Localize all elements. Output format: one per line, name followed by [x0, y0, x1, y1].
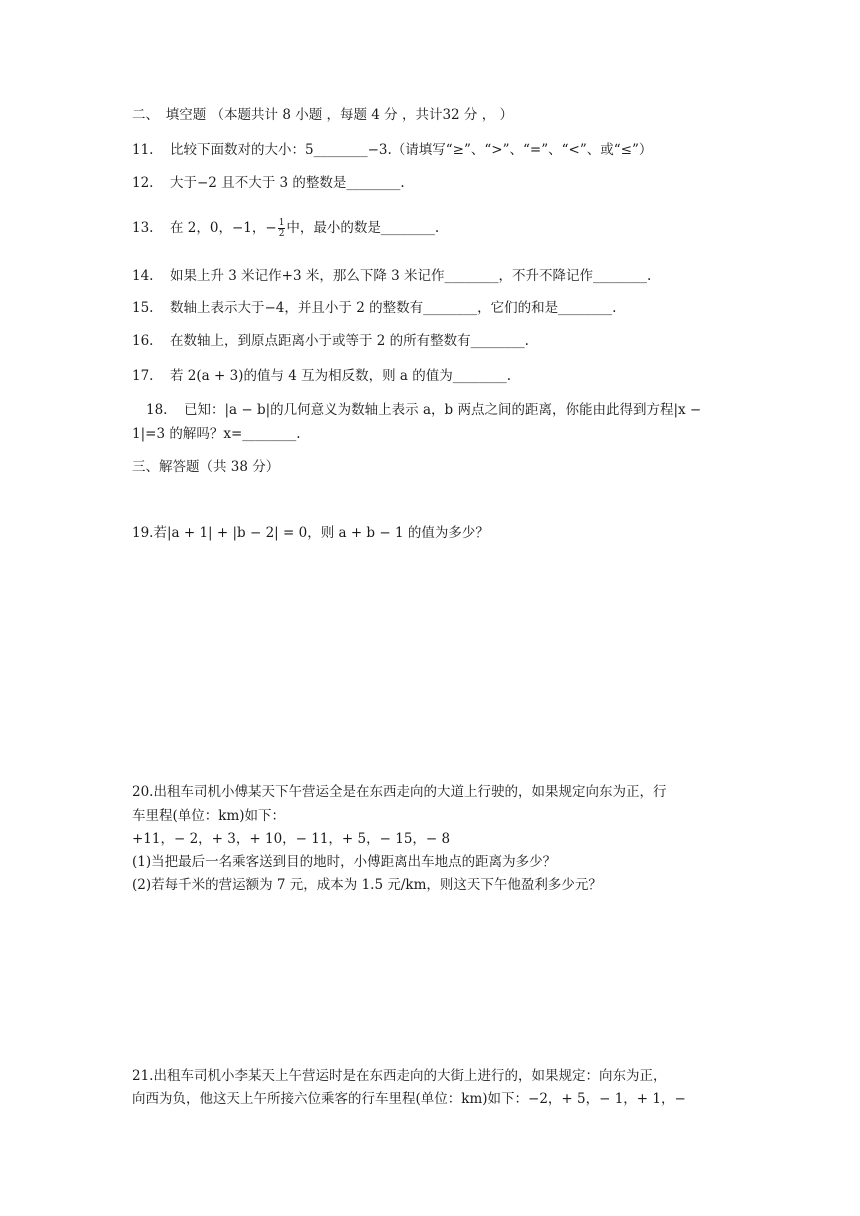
question-11: [132, 140, 652, 160]
question-text-post: 中，最小的数是________.: [286, 220, 440, 236]
question-20-part-1: (1)当把最后一名乘客送到目的地时，小傅距离出车地点的距离为多少？: [132, 854, 557, 870]
question-text: 已知：|a − b|的几何意义为数轴上表示 a，b 两点之间的距离，你能由此得到方程|x −: [184, 402, 702, 418]
question-text: 大于−2 且不大于 3 的整数是________.: [170, 175, 405, 191]
section-2-heading: 二、 填空题 （本题共计 8 小题 ，每题 4 分 ，共计32 分 ， ）: [132, 107, 514, 123]
question-text: 如果上升 3 米记作+3 米，那么下降 3 米记作________，不升不降记作________.: [170, 268, 652, 284]
question-text: 比较下面数对的大小：5________−3.（请填写“≥”、“>”、“=”、“<”、或“≤”）: [170, 142, 653, 158]
fraction-numerator: 1: [278, 218, 285, 228]
question-21-line-1: 21.出租车司机小李某天上午营运时是在东西走向的大街上进行的，如果规定：向东为正，: [132, 1068, 667, 1084]
question-20-part-2: (2)若每千米的营运额为 7 元，成本为 1.5 元/km，则这天下午他盈利多少元？: [132, 877, 602, 893]
question-number: 18.: [146, 402, 168, 418]
question-text-pre: 在 2，0，−1，−: [170, 220, 277, 236]
question-number: 16.: [132, 333, 154, 349]
question-number: 12.: [132, 175, 154, 191]
question-number: 14.: [132, 268, 154, 284]
section-3-heading: 三、解答题（共 38 分）: [132, 459, 280, 475]
question-text: 在数轴上，到原点距离小于或等于 2 的所有整数有________.: [170, 333, 529, 349]
question-number: 17.: [132, 368, 154, 384]
question-18-line-1: [146, 400, 701, 420]
question-20-line-2: 车里程(单位：km)如下：: [132, 808, 286, 824]
question-12: [132, 173, 405, 193]
question-number: 13.: [132, 220, 154, 236]
question-18-line-2: 1|=3 的解吗？x=________.: [132, 426, 301, 442]
question-text: 数轴上表示大于−4，并且小于 2 的整数有________，它们的和是________.: [170, 300, 617, 316]
question-number: 15.: [132, 300, 154, 316]
question-13: [132, 218, 439, 239]
fraction-denominator: 2: [278, 229, 285, 239]
question-19: 19.若|a + 1| + |b − 2| = 0，则 a + b − 1 的值为多少？: [132, 525, 489, 541]
question-text: 若 2(a + 3)的值与 4 互为相反数，则 a 的值为________.: [170, 368, 512, 384]
question-16: [132, 331, 529, 351]
question-15: [132, 298, 616, 318]
question-20-data: +11，− 2，+ 3，+ 10，− 11，+ 5，− 15，− 8: [132, 831, 451, 847]
question-21-line-2: 向西为负，他这天上午所接六位乘客的行车里程(单位：km)如下：−2，+ 5，− 1，+ 1，−: [132, 1091, 686, 1107]
question-number: 11.: [132, 142, 154, 158]
fraction: [278, 218, 286, 239]
question-14: [132, 266, 651, 286]
question-17: [132, 366, 511, 386]
question-20-line-1: 20.出租车司机小傅某天下午营运全是在东西走向的大道上行驶的，如果规定向东为正，行: [132, 784, 667, 800]
